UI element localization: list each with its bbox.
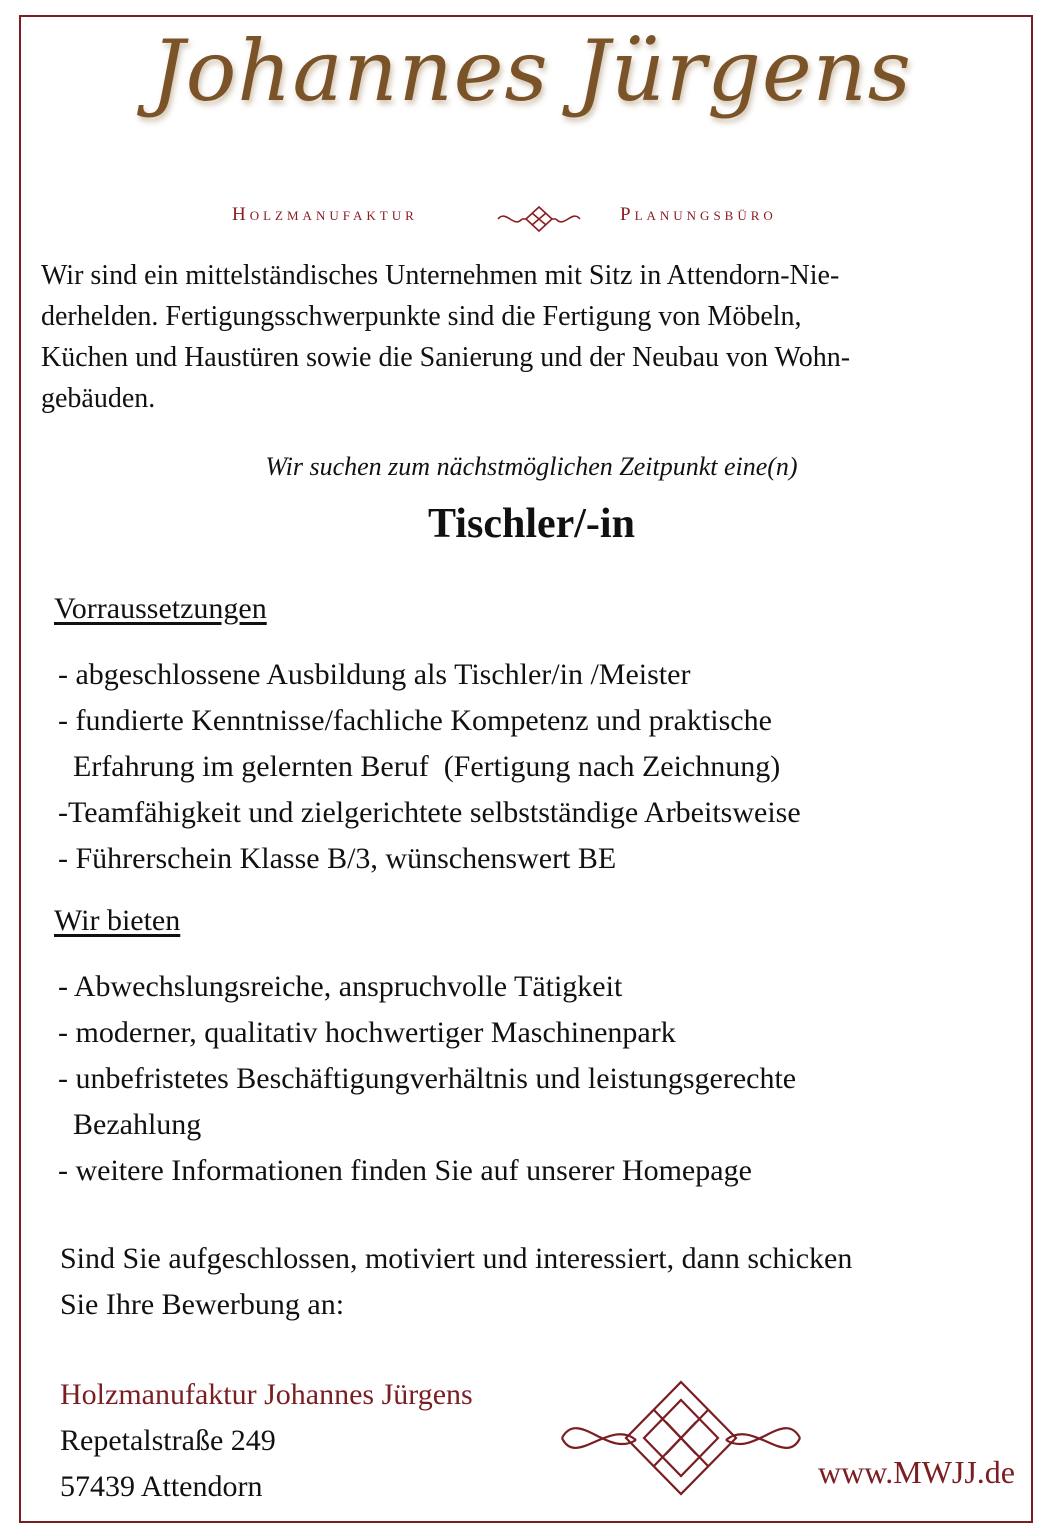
intro-line: derhelden. Fertigungsschwerpunkte sind die Fertigung von Möbeln, [41, 301, 802, 332]
search-line: Wir suchen zum nächstmöglichen Zeitpunkt eine(n) [265, 452, 798, 481]
requirements-heading: Vorraussetzungen [54, 592, 267, 625]
logo-label-holzmanufaktur: Holzmanufaktur [232, 204, 418, 225]
knot-ornament-icon [496, 204, 582, 234]
intro-line: gebäuden. [41, 383, 156, 414]
offers-heading: Wir bieten [54, 904, 181, 937]
contact-city: 57439 Attendorn [60, 1470, 263, 1503]
intro-line: Wir sind ein mittelständisches Unternehmen mit Sitz in Attendorn-Nie- [41, 260, 840, 291]
website-link[interactable]: www.MWJJ.de [817, 1454, 1015, 1490]
offers-list [58, 964, 1038, 1194]
logo-label-planungsbuero: Planungsbüro [620, 204, 777, 225]
offer-item: - unbefristetes Beschäftigungverhältnis und leistungsgerechte [58, 1062, 797, 1095]
knot-ornament-large-icon [558, 1378, 804, 1508]
contact-street: Repetalstraße 249 [60, 1424, 276, 1457]
requirements-list [58, 652, 1038, 882]
job-title: Tischler/-in [428, 501, 635, 547]
requirement-item: - abgeschlossene Ausbildung als Tischler/in /Meister [58, 658, 691, 691]
intro-line: Küchen und Haustüren sowie die Sanierung und der Neubau von Wohn- [41, 342, 851, 373]
intro-paragraph [41, 255, 1011, 419]
offer-item: - Abwechslungsreiche, anspruchvolle Tätigkeit [58, 970, 623, 1003]
contact-block [60, 1372, 473, 1510]
requirement-item: Erfahrung im gelernten Beruf (Fertigung nach Zeichnung) [58, 750, 781, 783]
closing-line: Sie Ihre Bewerbung an: [60, 1288, 345, 1321]
closing-paragraph [60, 1236, 852, 1328]
offer-item: - moderner, qualitativ hochwertiger Maschinenpark [58, 1016, 676, 1049]
offer-item: Bezahlung [58, 1108, 202, 1141]
requirement-item: - fundierte Kenntnisse/fachliche Kompetenz und praktische [58, 704, 772, 737]
closing-line: Sind Sie aufgeschlossen, motiviert und interessiert, dann schicken [60, 1242, 853, 1275]
requirement-item: - Führerschein Klasse B/3, wünschenswert BE [58, 842, 617, 875]
company-logo-name: Johannes Jürgens [151, 22, 912, 120]
contact-company-name: Holzmanufaktur Johannes Jürgens [60, 1378, 473, 1411]
requirement-item: -Teamfähigkeit und zielgerichtete selbstständige Arbeitsweise [58, 796, 801, 829]
offer-item: - weitere Informationen finden Sie auf unserer Homepage [58, 1154, 752, 1187]
